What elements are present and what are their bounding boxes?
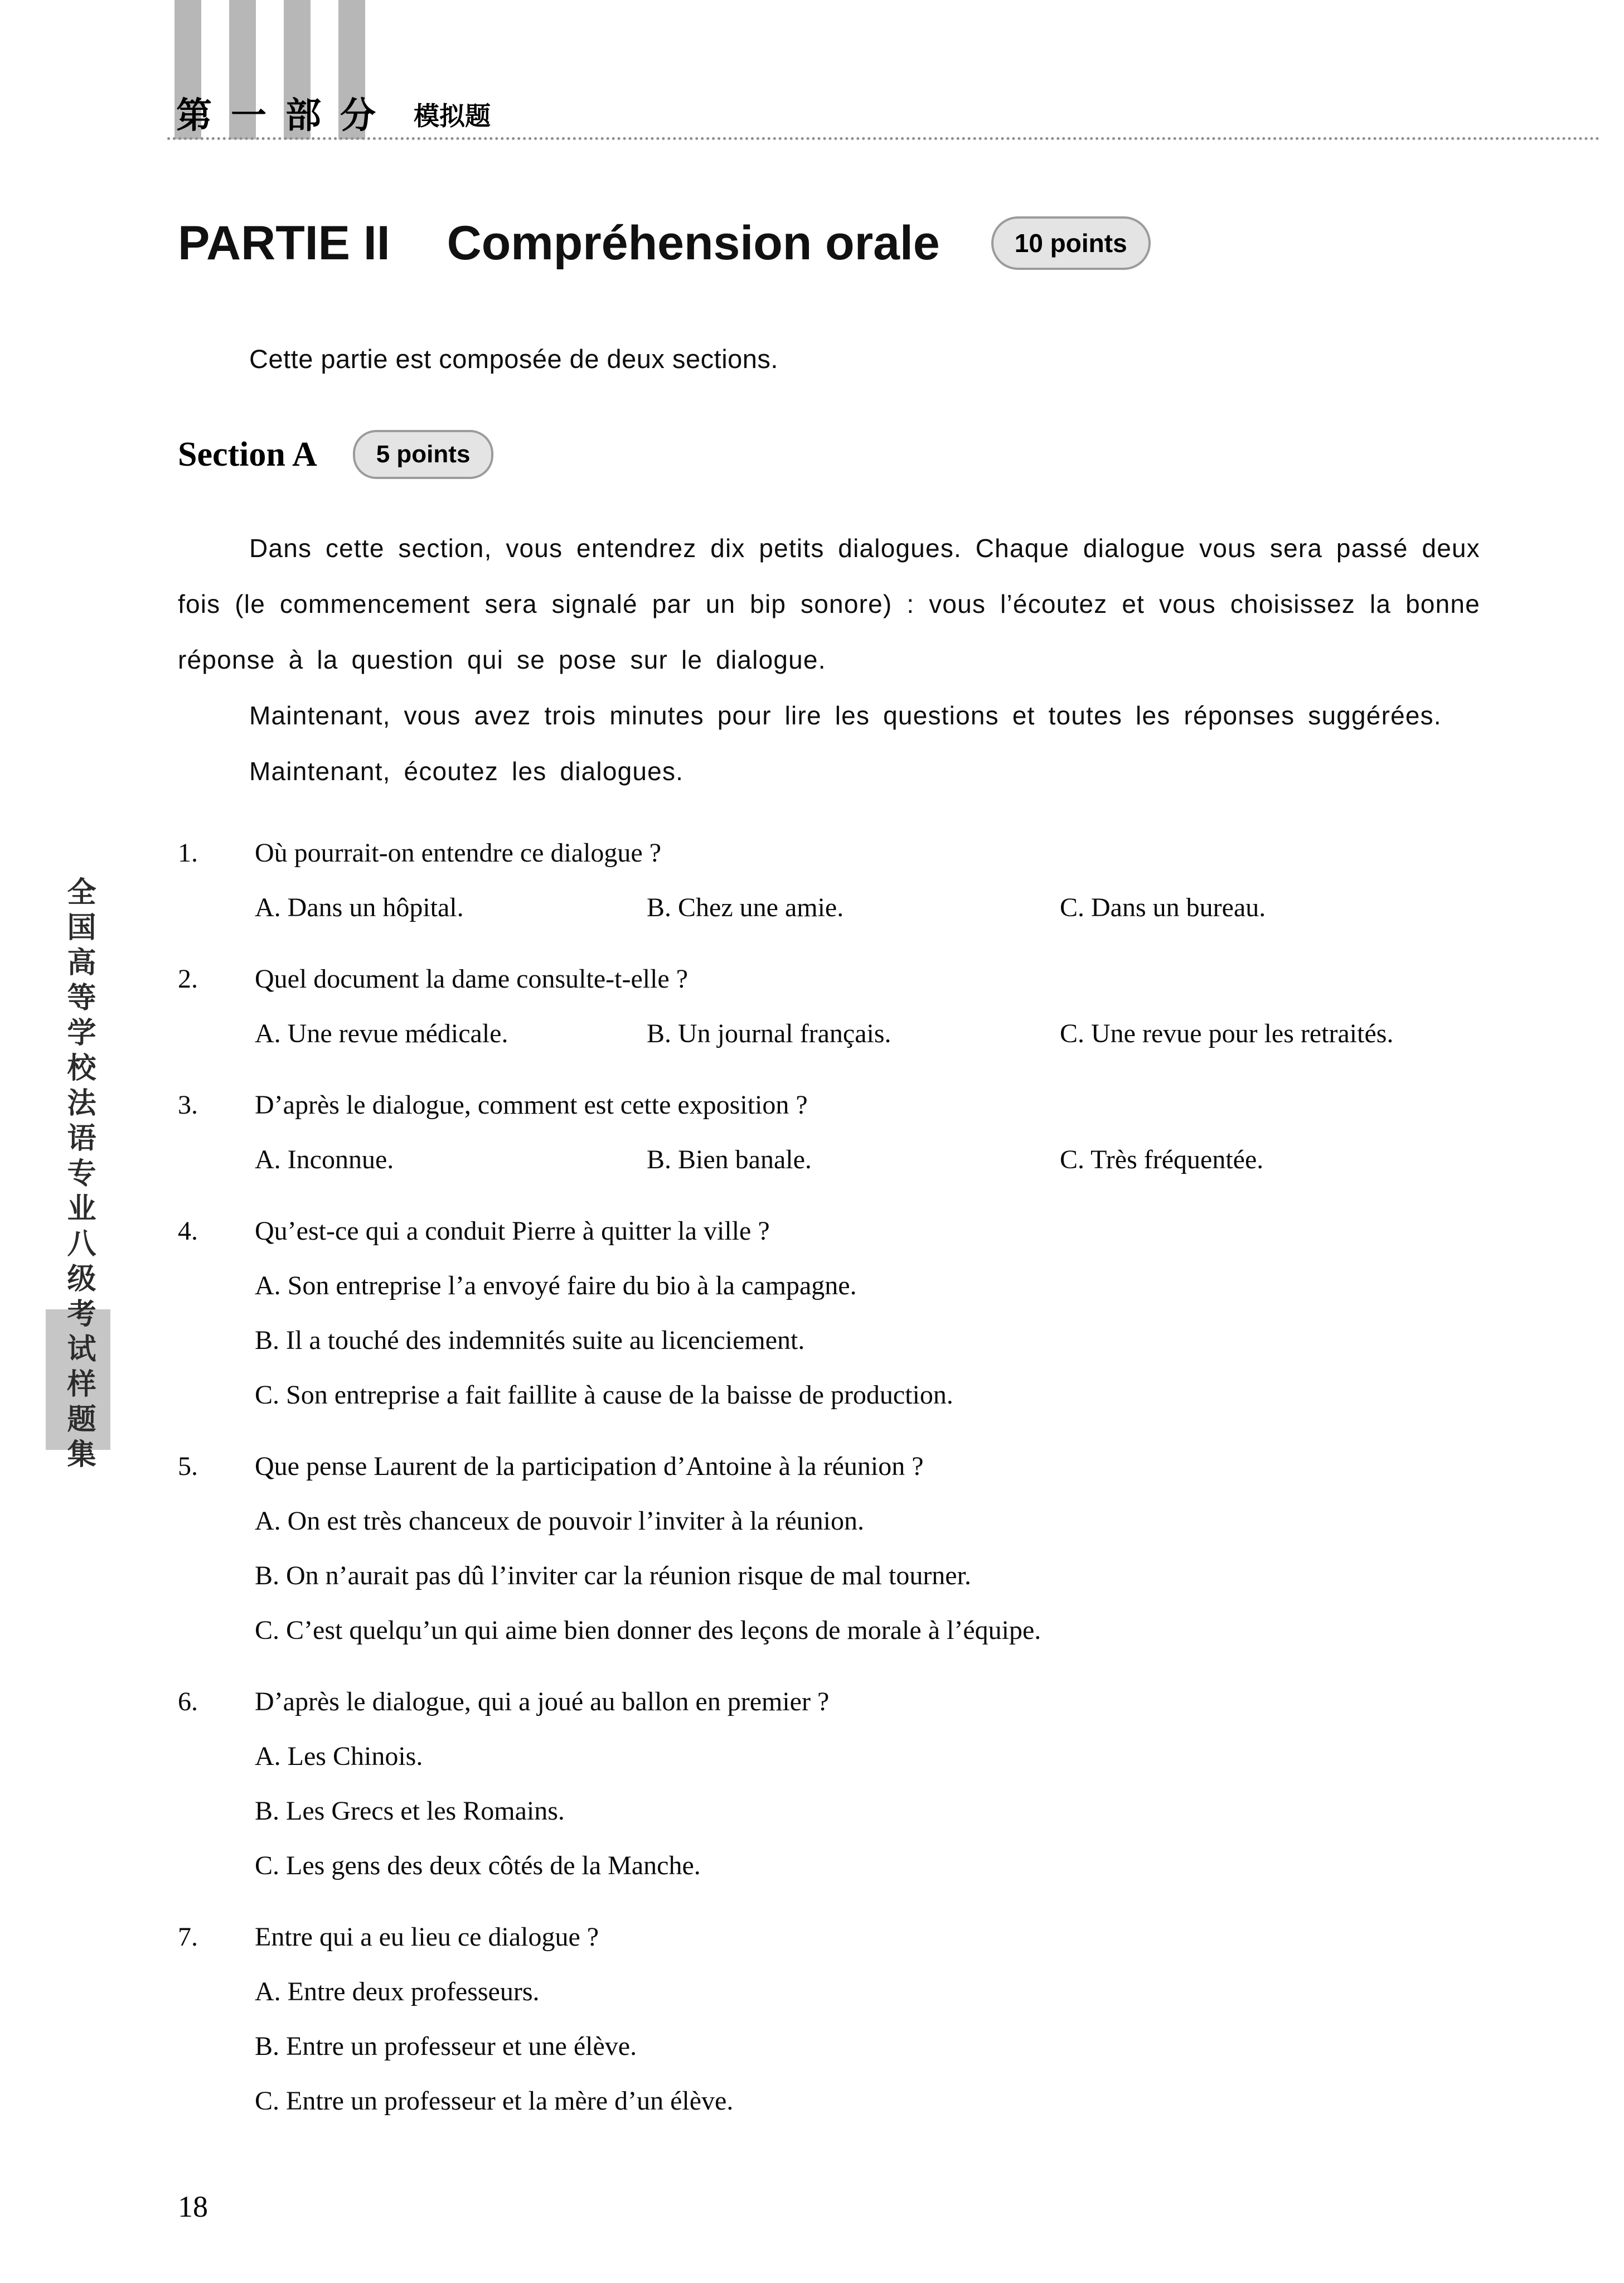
question-number: 4. [178,1216,198,1246]
instruction-paragraph: Dans cette section, vous entendrez dix petits dialogues. Chaque dialogue vous sera passé deux fois (le commencement sera signalé par un bip sonore) : vous l’écoutez et vous choisissez la bonne réponse à la question qui se pose sur le dialogue. [178,534,1480,674]
question-2 [178,952,1480,1061]
question-text: D’après le dialogue, qui a joué au ballon en premier ? [255,1687,830,1716]
question-4 [178,1204,1480,1423]
section-points-badge: 5 points [353,430,494,479]
question-number: 6. [178,1687,198,1716]
option-b: B. Les Grecs et les Romains. [255,1796,565,1826]
option-c: C. Dans un bureau. [1060,893,1266,922]
option-b: B. Il a touché des indemnités suite au licenciement. [255,1326,805,1355]
question-text: D’après le dialogue, comment est cette exposition ? [255,1090,808,1120]
option-c: C. Une revue pour les retraités. [1060,1019,1394,1048]
instructions [178,520,1480,799]
question-text: Où pourrait-on entendre ce dialogue ? [255,838,662,868]
part-subtitle: Compréhension orale [447,216,940,270]
question-3 [178,1078,1480,1187]
part-title-row [178,216,1480,270]
question-text: Quel document la dame consulte-t-elle ? [255,964,689,994]
question-text: Entre qui a eu lieu ce dialogue ? [255,1922,599,1952]
option-a: A. Les Chinois. [255,1742,423,1771]
question-number: 5. [178,1452,198,1481]
question-text: Que pense Laurent de la participation d’Antoine à la réunion ? [255,1452,924,1481]
option-b: B. On n’aurait pas dû l’inviter car la réunion risque de mal tourner. [255,1561,971,1590]
option-a: A. On est très chanceux de pouvoir l’inviter à la réunion. [255,1506,864,1536]
option-a: A. Son entreprise l’a envoyé faire du bio à la campagne. [255,1271,857,1300]
content-column [178,216,1480,2145]
question-1 [178,826,1480,935]
lead-sentence: Cette partie est composée de deux sections. [249,344,778,374]
question-6 [178,1675,1480,1893]
question-7 [178,1910,1480,2129]
section-a-heading-row [178,430,1480,479]
option-a: A. Dans un hôpital. [255,893,464,922]
option-a: A. Une revue médicale. [255,1019,508,1048]
part-title: PARTIE II [178,216,390,270]
option-b: B. Bien banale. [647,1145,812,1174]
question-5 [178,1439,1480,1658]
option-a: A. Entre deux professeurs. [255,1977,540,2006]
instruction-paragraph: Maintenant, vous avez trois minutes pour lire les questions et toutes les réponses suggérées. [249,701,1442,730]
section-a-heading: Section A [178,435,317,473]
option-b: B. Un journal français. [647,1019,891,1048]
option-c: C. C’est quelqu’un qui aime bien donner des leçons de morale à l’équipe. [255,1615,1041,1645]
question-number: 3. [178,1090,198,1120]
option-b: B. Entre un professeur et une élève. [255,2032,637,2061]
question-list [178,826,1480,2129]
option-c: C. Son entreprise a fait faillite à cause de la baisse de production. [255,1380,953,1410]
question-number: 2. [178,964,198,994]
option-a: A. Inconnue. [255,1145,394,1174]
option-c: C. Les gens des deux côtés de la Manche. [255,1851,701,1880]
question-text: Qu’est-ce qui a conduit Pierre à quitter la ville ? [255,1216,770,1246]
option-b: B. Chez une amie. [647,893,844,922]
instruction-paragraph: Maintenant, écoutez les dialogues. [249,757,684,786]
question-number: 7. [178,1922,198,1952]
page-number: 18 [178,2190,208,2223]
points-badge: 10 points [991,216,1151,270]
question-number: 1. [178,838,198,868]
option-c: C. Très fréquentée. [1060,1145,1264,1174]
sidebar-vertical-title: 全国高等学校法语专业八级考试样题集 [62,877,95,1474]
option-c: C. Entre un professeur et la mère d’un élève. [255,2086,734,2116]
header-part-label: 第一部分 [176,95,395,136]
dotted-divider [167,137,1600,140]
header-topic-label: 模拟题 [414,101,491,130]
